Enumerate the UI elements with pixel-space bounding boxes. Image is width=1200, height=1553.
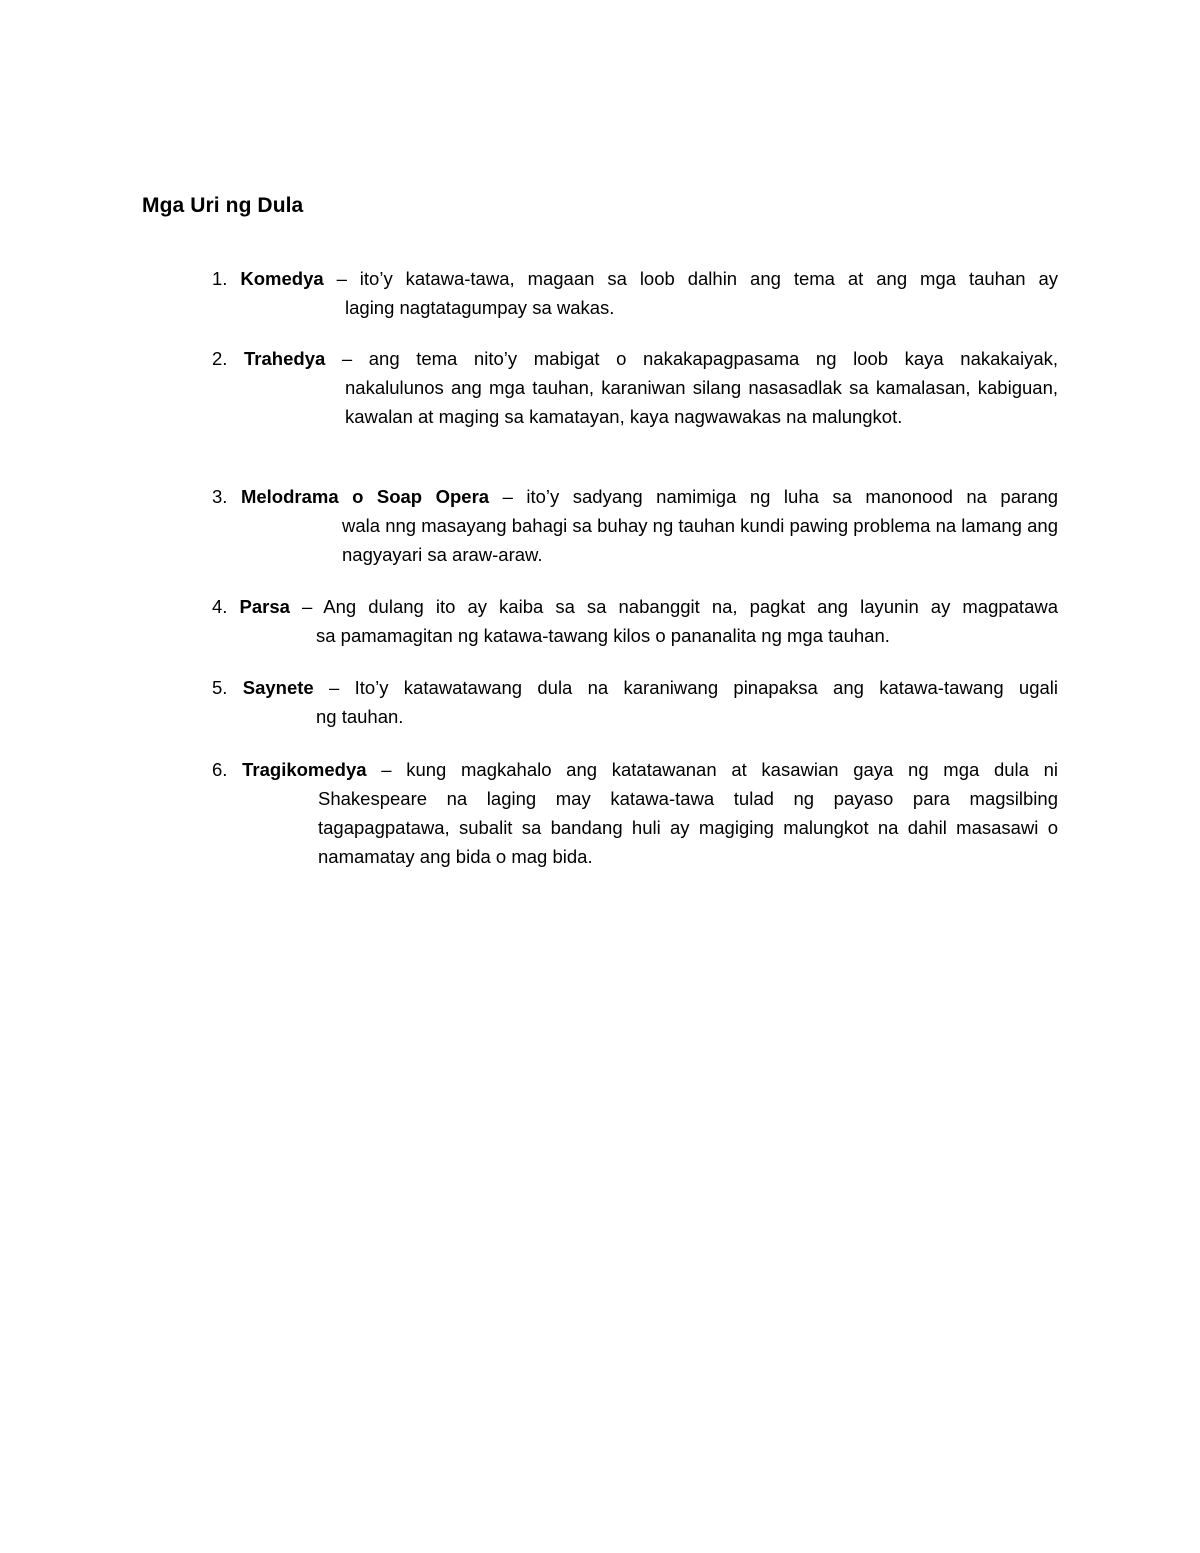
list-item — [212, 673, 1058, 731]
list-item-text: – Ito’y katawatawang dula na karaniwang pinapaksa ang katawa-tawang ugali — [329, 677, 1058, 698]
list-item-text: – kung magkahalo ang katatawanan at kasawian gaya ng mga dula ni — [381, 759, 1059, 780]
list-item — [212, 344, 1058, 431]
list-item-first-line — [212, 264, 1058, 293]
list-item — [212, 264, 1058, 322]
list-item-continuation: nakalulunos ang mga tauhan, karaniwan silang nasasadlak sa kamalasan, kabiguan, kawalan at maging sa kamatayan, kaya nagwawakas na malungkot. — [345, 377, 1058, 427]
list-item-number: 2. — [212, 348, 228, 369]
list-item-number: 1. — [212, 268, 228, 289]
list-item-first-line — [212, 482, 1058, 511]
list-item-term: Trahedya — [244, 348, 326, 369]
list-item-term: Parsa — [239, 596, 290, 617]
list-item-number: 5. — [212, 677, 228, 698]
list-item-text: – ang tema nito’y mabigat o nakakapagpasama ng loob kaya nakakaiyak, — [341, 348, 1059, 369]
list-item-first-line — [212, 755, 1058, 784]
list-item-number: 6. — [212, 759, 228, 780]
list-item-term: Melodrama o Soap Opera — [240, 486, 490, 507]
list-item — [212, 482, 1058, 569]
list-item-text: – ito’y sadyang namimiga ng luha sa manonood na parang — [502, 486, 1059, 507]
list-item-continuation: ng tauhan. — [316, 706, 404, 727]
list-item-term: Saynete — [242, 677, 314, 698]
list-item — [212, 592, 1058, 650]
list-item-term: Komedya — [240, 268, 324, 289]
list-item-term: Tragikomedya — [242, 759, 367, 780]
list-item-first-line — [212, 344, 1058, 373]
list-item-continuation: sa pamamagitan ng katawa-tawang kilos o pananalita ng mga tauhan. — [316, 625, 890, 646]
list-item-continuation: laging nagtatagumpay sa wakas. — [345, 297, 615, 318]
list-item-continuation: wala nng masayang bahagi sa buhay ng tauhan kundi pawing problema na lamang ang nagyayari sa araw-araw. — [342, 515, 1058, 565]
list-item-text: – ito’y katawa-tawa, magaan sa loob dalhin ang tema at ang mga tauhan ay — [336, 268, 1059, 289]
list-item — [212, 755, 1058, 871]
document-title: Mga Uri ng Dula — [142, 194, 304, 217]
list-item-text: – Ang dulang ito ay kaiba sa sa nabanggit na, pagkat ang layunin ay magpatawa — [301, 596, 1059, 617]
list-item-first-line — [212, 673, 1058, 702]
list-item-number: 4. — [212, 596, 228, 617]
list-item-first-line — [212, 592, 1058, 621]
list-item-continuation: Shakespeare na laging may katawa-tawa tulad ng payaso para magsilbing tagapagpatawa, subalit sa bandang huli ay magiging malungkot na dahil masasawi o namamatay ang bida o mag bida. — [318, 788, 1058, 867]
list-item-number: 3. — [212, 486, 228, 507]
